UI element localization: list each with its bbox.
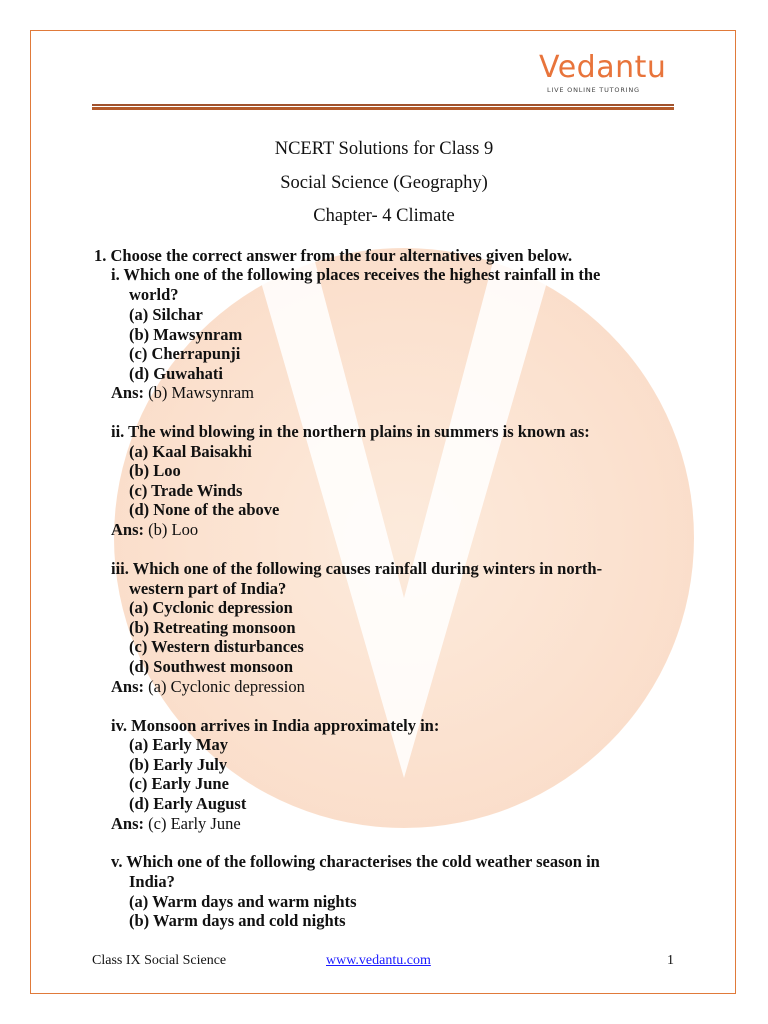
logo-tagline: LIVE ONLINE TUTORING (547, 86, 640, 94)
answer-value: (c) Early June (148, 814, 241, 833)
question-text: v. Which one of the following characterises the cold weather season in (111, 852, 600, 871)
answer-label: Ans: (111, 677, 145, 696)
answer-line (111, 383, 254, 402)
vedantu-logo (539, 50, 667, 96)
option-item: (a) Kaal Baisakhi (129, 442, 252, 461)
option-item: (b) Retreating monsoon (129, 618, 296, 637)
option-item: (c) Western disturbances (129, 637, 304, 656)
header-rule-thick (92, 107, 674, 110)
option-item: (d) Early August (129, 794, 247, 813)
question-text: iii. Which one of the following causes rainfall during winters in north- (111, 559, 603, 578)
answer-label: Ans: (111, 520, 145, 539)
answer-label: Ans: (111, 814, 145, 833)
question-text-cont: India? (129, 872, 175, 891)
option-item: (a) Silchar (129, 305, 203, 324)
chapter-title: Chapter- 4 Climate (313, 206, 455, 226)
answer-line (111, 677, 305, 696)
question-intro: 1. Choose the correct answer from the four alternatives given below. (94, 246, 573, 265)
question-text: ii. The wind blowing in the northern plains in summers is known as: (111, 422, 590, 441)
option-item: (d) Southwest monsoon (129, 657, 294, 676)
question-text-cont: world? (129, 285, 179, 304)
logo-wordmark: Vedantu (539, 50, 667, 85)
option-item: (c) Cherrapunji (129, 344, 241, 363)
option-item: (b) Mawsynram (129, 325, 243, 344)
subject-title: Social Science (Geography) (280, 173, 488, 193)
answer-label: Ans: (111, 383, 145, 402)
answer-value: (b) Mawsynram (148, 383, 254, 402)
question-text: i. Which one of the following places receives the highest rainfall in the (111, 265, 601, 284)
option-item: (b) Loo (129, 461, 181, 480)
page-number: 1 (667, 953, 674, 968)
question-text-cont: western part of India? (129, 579, 287, 598)
footer-class-label: Class IX Social Science (92, 953, 227, 968)
option-item: (d) None of the above (129, 500, 280, 519)
option-item: (d) Guwahati (129, 364, 223, 383)
page-title: NCERT Solutions for Class 9 (274, 139, 494, 159)
option-item: (a) Warm days and warm nights (129, 892, 357, 911)
footer-website-link[interactable]: www.vedantu.com (326, 953, 431, 968)
question-text: iv. Monsoon arrives in India approximately in: (111, 716, 440, 735)
header-rule-thin (92, 104, 674, 106)
answer-line (111, 814, 241, 833)
option-item: (a) Early May (129, 735, 228, 754)
option-item: (b) Warm days and cold nights (129, 911, 346, 930)
option-item: (b) Early July (129, 755, 228, 774)
option-item: (c) Trade Winds (129, 481, 243, 500)
answer-value: (b) Loo (148, 520, 199, 539)
answer-value: (a) Cyclonic depression (148, 677, 305, 696)
option-item: (c) Early June (129, 774, 229, 793)
answer-line (111, 520, 198, 539)
option-item: (a) Cyclonic depression (129, 598, 293, 617)
